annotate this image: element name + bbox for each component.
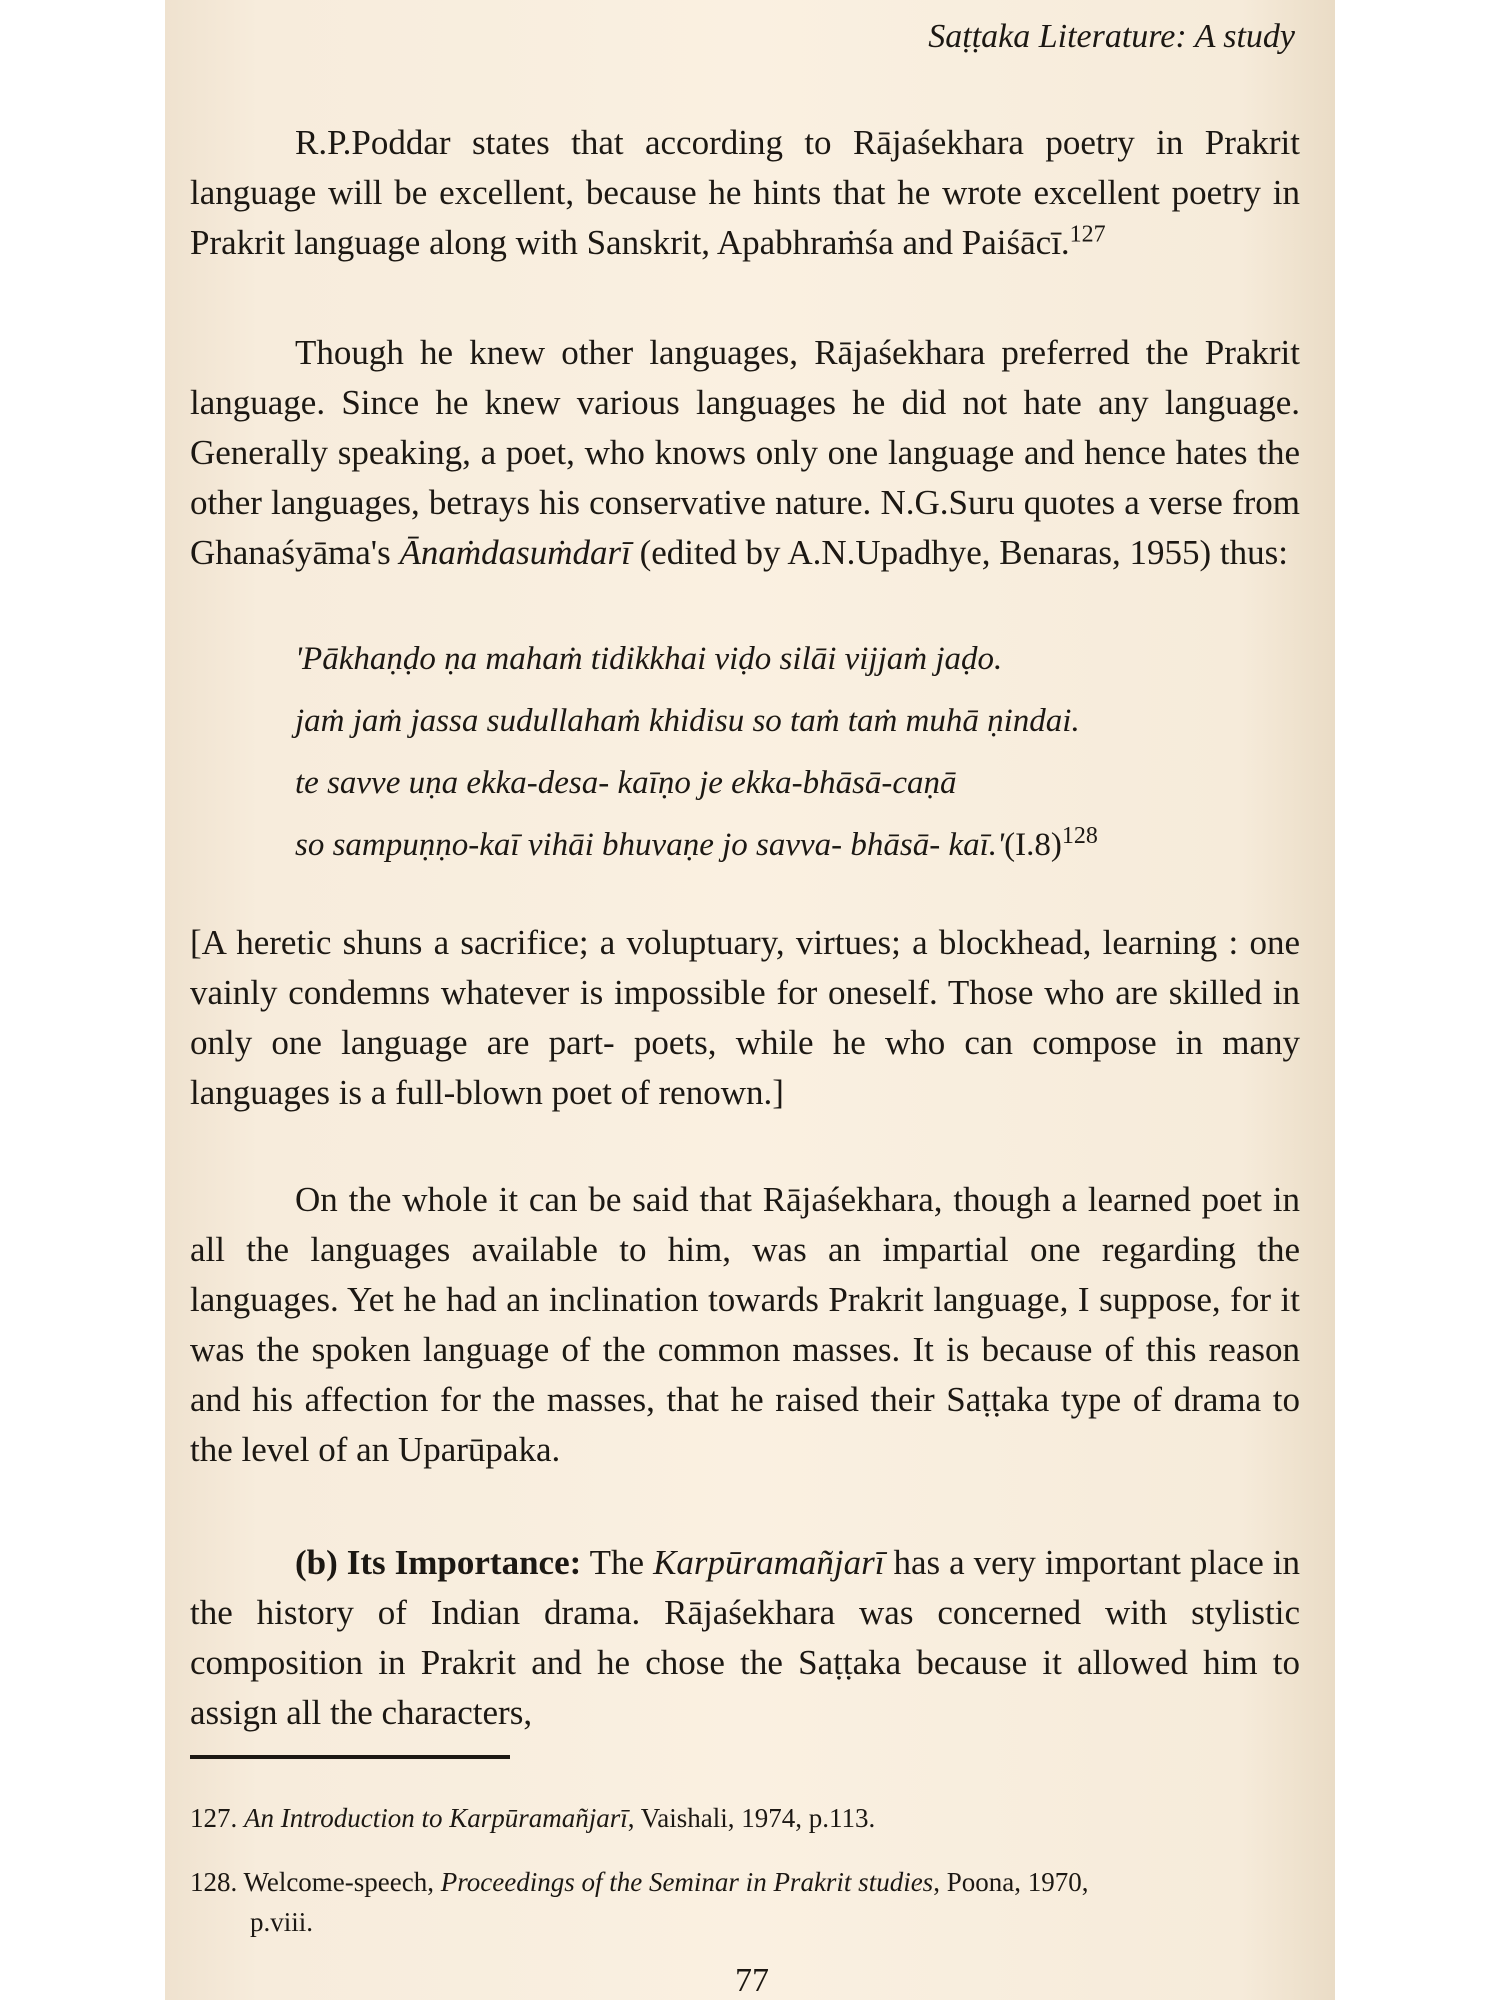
- verse-translation: [A heretic shuns a sacrifice; a voluptuary, virtues; a blockhead, learning : one vainly condemns whatever is impossible for oneself. Those who are skilled in only one language are part- poets, while he who can compose in many languages is a full-blown poet of renown.]: [190, 923, 1300, 1112]
- work-title: Ānaṁdasuṁdarī: [399, 533, 631, 572]
- book-page: [165, 0, 1335, 2000]
- footnote-rule: [190, 1755, 510, 1759]
- footnote-128: [190, 1862, 1300, 1942]
- verse-line-4-text: so sampuṇṇo-kaī vihāi bhuvaṇe jo savva- bhāsā- kaī.': [295, 827, 1005, 863]
- verse-line-1: 'Pākhaṇḍo ṇa mahaṁ tidikkhai viḍo silāi vijjaṁ jaḍo.: [295, 641, 1003, 677]
- running-header: Saṭṭaka Literature: A study: [928, 18, 1295, 55]
- paragraph-importance: [190, 1538, 1300, 1738]
- paragraph-text: The: [581, 1543, 654, 1582]
- section-heading: (b) Its Importance:: [295, 1543, 582, 1582]
- footnote-127: [190, 1798, 1300, 1838]
- footnote-number: 128.: [190, 1867, 238, 1897]
- footnote-title: An Introduction to Karpūramañjarī: [244, 1803, 628, 1833]
- paragraph-text: Though he knew other languages, Rājaśekhara preferred the Prakrit language. Since he knew various languages he did not hate any language. Generally speaking, a poet, who knows only one language and hence hates the other languages, betrays his conservative nature. N.G.Suru quotes a verse from Ghanaśyāma's: [190, 333, 1300, 572]
- footnote-text: , Vaishali, 1974, p.113.: [627, 1803, 876, 1833]
- paragraph-languages: [190, 328, 1300, 578]
- verse-line-4: [295, 814, 1295, 876]
- footnote-number: 127.: [190, 1803, 238, 1833]
- verse-line-2: jaṁ jaṁ jassa sudullahaṁ khidisu so taṁ taṁ muhā ṇindai.: [295, 703, 1080, 739]
- verse-line-3: te savve uṇa ekka-desa- kaīṇo je ekka-bhāsā-caṇā: [295, 765, 957, 801]
- footnote-continuation: p.viii.: [250, 1907, 314, 1937]
- page-number: 77: [735, 1962, 769, 1999]
- footnote-ref-128: 128: [1061, 823, 1098, 849]
- verse-reference: (I.8): [1004, 827, 1062, 863]
- footnote-text: Welcome-speech,: [243, 1867, 441, 1897]
- footnote-line: [190, 1862, 1300, 1902]
- paragraph-text: R.P.Poddar states that according to Rājaśekhara poetry in Prakrit language will be excellent, because he hints that he wrote excellent poetry in Prakrit language along with Sanskrit, Apabhraṁśa and Paiśācī.: [190, 123, 1300, 262]
- paragraph-poddar: [190, 118, 1300, 268]
- paragraph-text: (edited by A.N.Upadhye, Benaras, 1955) thus:: [630, 533, 1288, 572]
- work-title: Karpūramañjarī: [653, 1543, 885, 1582]
- footnote-text: , Poona, 1970,: [933, 1867, 1089, 1897]
- paragraph-conclusion: On the whole it can be said that Rājaśekhara, though a learned poet in all the languages available to him, was an impartial one regarding the languages. Yet he had an inclination towards Prakrit language, I suppose, for it was the spoken language of the common masses. It is because of this reason and his affection for the masses, that he raised their Saṭṭaka type of drama to the level of an Uparūpaka.: [190, 1180, 1300, 1469]
- footnote-ref-127: 127: [1069, 221, 1106, 248]
- footnote-title: Proceedings of the Seminar in Prakrit studies: [440, 1867, 934, 1897]
- paragraph-text: has a very important place in the history of Indian drama. Rājaśekhara was concerned with stylistic composition in Prakrit and he chose the Saṭṭaka because it allowed him to assign all the characters,: [190, 1543, 1300, 1732]
- prakrit-verse: [295, 628, 1295, 876]
